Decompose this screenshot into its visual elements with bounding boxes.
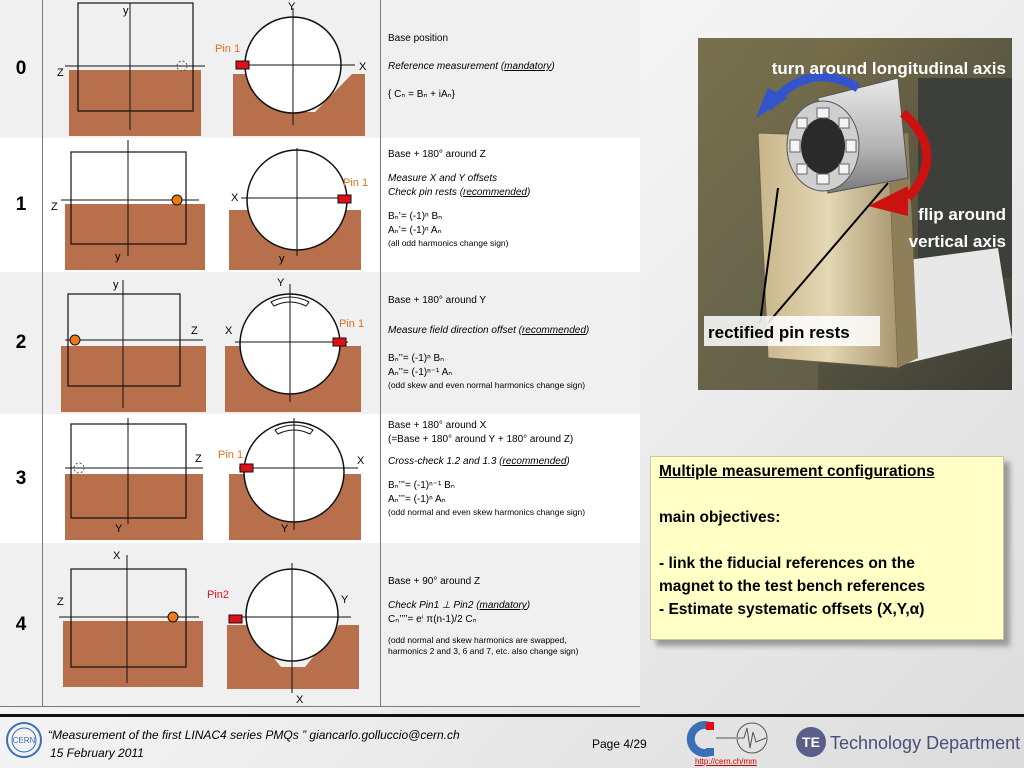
axis-label: Z bbox=[57, 596, 64, 608]
row-line: Measure X and Y offsets bbox=[388, 173, 498, 184]
row-line-text: ) bbox=[526, 600, 531, 611]
row-line bbox=[388, 599, 636, 613]
axis-label: y bbox=[115, 251, 121, 263]
table-row bbox=[0, 138, 640, 273]
row-line bbox=[388, 60, 636, 74]
row-line: { Cₙ = Bₙ + iAₙ} bbox=[388, 89, 455, 100]
requirement-tag: mandatory bbox=[479, 600, 527, 611]
row-line bbox=[388, 455, 636, 469]
pin-label: Pin 1 bbox=[218, 449, 244, 461]
axis-label: Z bbox=[51, 201, 58, 213]
pin-rest bbox=[229, 615, 242, 623]
row-line-text: Reference measurement ( bbox=[388, 61, 505, 72]
pin-marker bbox=[172, 195, 182, 205]
table-row bbox=[0, 272, 640, 415]
requirement-tag: recommended bbox=[521, 325, 586, 336]
row-index: 2 bbox=[0, 272, 43, 414]
row-line: Cₙ’’’’= eⁱ π(n-1)/2 Cₙ bbox=[388, 614, 477, 625]
base-block-left bbox=[61, 346, 206, 412]
row-line-text: Measure field direction offset ( bbox=[388, 325, 522, 336]
row-description bbox=[388, 32, 636, 102]
table-row bbox=[0, 543, 640, 707]
axis-label: Z bbox=[191, 325, 198, 337]
footer-title: “Measurement of the first LINAC4 series PMQs ” giancarlo.golluccio@cern.ch bbox=[48, 728, 460, 742]
row-figure bbox=[43, 0, 381, 138]
row-index: 4 bbox=[0, 543, 43, 706]
requirement-tag: mandatory bbox=[504, 61, 552, 72]
row-line: Aₙ’= (-1)ⁿ Aₙ bbox=[388, 225, 442, 236]
configuration-diagram bbox=[43, 272, 380, 414]
row-line-text: Cross-check 1.2 and 1.3 ( bbox=[388, 456, 503, 467]
row-line: Bₙ’’= (-1)ⁿ Bₙ bbox=[388, 353, 445, 364]
base-block-left bbox=[63, 621, 203, 687]
row-line-text: Check Pin1 ⊥ Pin2 ( bbox=[388, 600, 480, 611]
axis-label: Y bbox=[341, 594, 349, 606]
footer-divider bbox=[0, 714, 1024, 717]
axis-label: Z bbox=[195, 453, 202, 465]
pin-rest bbox=[240, 464, 253, 472]
row-line: Base + 180° around Y bbox=[388, 295, 487, 306]
page-number: Page 4/29 bbox=[592, 737, 647, 751]
axis-label: Y bbox=[281, 523, 289, 535]
row-line: (odd normal and skew harmonics are swapped, bbox=[388, 635, 567, 645]
row-line: Base + 180° around X bbox=[388, 420, 487, 431]
axis-label: X bbox=[357, 455, 365, 467]
row-figure bbox=[43, 272, 381, 414]
row-index: 1 bbox=[0, 138, 43, 272]
axis-label: X bbox=[113, 550, 121, 562]
row-line: Base + 180° around Z bbox=[388, 149, 486, 160]
note-item: - Estimate systematic offsets (X,Y,α) bbox=[659, 601, 925, 618]
base-block-left bbox=[69, 70, 201, 136]
axis-label: X bbox=[359, 61, 367, 73]
pin-rest bbox=[338, 195, 351, 203]
row-line: Aₙ’’= (-1)ⁿ⁻¹ Aₙ bbox=[388, 367, 453, 378]
requirement-tag: recommended bbox=[502, 456, 567, 467]
pin-marker bbox=[168, 612, 178, 622]
base-block-left bbox=[65, 474, 203, 540]
row-line: (=Base + 180° around Y + 180° around Z) bbox=[388, 434, 574, 445]
axis-label: Z bbox=[57, 67, 64, 79]
pin-label: Pin 1 bbox=[343, 177, 369, 189]
cern-logo-icon bbox=[4, 718, 44, 762]
row-line: harmonics 2 and 3, 6 and 7, etc. also change sign) bbox=[388, 646, 579, 656]
row-description bbox=[388, 148, 636, 249]
row-line-text: ) bbox=[585, 325, 590, 336]
axis-label: y bbox=[279, 253, 285, 265]
row-description bbox=[388, 575, 636, 657]
cern-logo bbox=[4, 718, 44, 762]
photo-label-top: turn around longitudinal axis bbox=[771, 59, 1006, 78]
magnet-lab-logo bbox=[680, 718, 772, 758]
te-logo bbox=[796, 727, 826, 757]
photo-label-right: flip around bbox=[918, 205, 1006, 224]
row-index: 0 bbox=[0, 0, 43, 138]
row-line-text: ) bbox=[551, 61, 555, 72]
row-line-text: ) bbox=[526, 187, 531, 198]
configuration-diagram bbox=[43, 543, 380, 706]
pin-rest bbox=[236, 61, 249, 69]
row-description bbox=[388, 419, 636, 518]
configuration-diagram bbox=[43, 138, 380, 272]
axis-label: Y bbox=[288, 1, 296, 13]
photo-illustration bbox=[698, 38, 1012, 390]
footer-date: 15 February 2011 bbox=[50, 746, 144, 760]
setup-photo bbox=[698, 38, 1012, 390]
axis-label: X bbox=[225, 325, 233, 337]
magnet-lab-logo-icon bbox=[680, 718, 772, 758]
row-line: Bₙ’= (-1)ⁿ Bₙ bbox=[388, 211, 443, 222]
pin-rest bbox=[333, 338, 346, 346]
row-line: Base + 90° around Z bbox=[388, 576, 481, 587]
row-line: (all odd harmonics change sign) bbox=[388, 238, 509, 248]
pin-label: Pin2 bbox=[207, 589, 230, 601]
axis-label: Y bbox=[115, 523, 123, 535]
row-line-text: ) bbox=[566, 456, 570, 467]
axis-label: Y bbox=[277, 277, 285, 289]
row-line bbox=[388, 324, 636, 338]
row-figure bbox=[43, 414, 381, 543]
row-description bbox=[388, 294, 636, 391]
row-figure bbox=[43, 138, 381, 272]
axis-label: X bbox=[231, 192, 239, 204]
photo-label-right: vertical axis bbox=[908, 232, 1006, 251]
note-subtitle: main objectives: bbox=[659, 509, 781, 526]
magnet-bore bbox=[801, 118, 845, 174]
row-figure bbox=[43, 543, 381, 706]
note-title: Multiple measurement configurations bbox=[659, 463, 935, 480]
axis-label: X bbox=[296, 694, 304, 706]
row-line: (odd normal and even skew harmonics change sign) bbox=[388, 507, 586, 517]
table-row bbox=[0, 0, 640, 139]
base-block-left bbox=[65, 204, 205, 270]
pin-marker bbox=[70, 335, 80, 345]
te-logo-text: TE bbox=[802, 734, 820, 750]
configuration-diagram bbox=[43, 0, 380, 138]
row-line-text: Check pin rests ( bbox=[388, 187, 464, 198]
objectives-note bbox=[650, 456, 1004, 640]
department-name: Technology Department bbox=[830, 733, 1021, 753]
pin-label: Pin 1 bbox=[215, 43, 241, 55]
table-row bbox=[0, 414, 640, 544]
row-line: Aₙ’’’= (-1)ⁿ Aₙ bbox=[388, 494, 446, 505]
footer-link[interactable]: http://cern.ch/mm bbox=[695, 757, 757, 766]
row-line: Base position bbox=[388, 33, 449, 44]
row-line: (odd skew and even normal harmonics change sign) bbox=[388, 380, 586, 390]
row-index: 3 bbox=[0, 414, 43, 543]
configuration-diagram bbox=[43, 414, 380, 543]
photo-label-bottom: rectified pin rests bbox=[708, 323, 850, 342]
row-line: Bₙ’’’= (-1)ⁿ⁻¹ Bₙ bbox=[388, 480, 455, 491]
note-item: - link the fiducial references on the bbox=[659, 555, 915, 572]
axis-label: y bbox=[113, 279, 119, 291]
pin-label: Pin 1 bbox=[339, 318, 365, 330]
axis-label: y bbox=[123, 5, 129, 17]
requirement-tag: recommended bbox=[463, 187, 527, 198]
cern-logo-text: CERN bbox=[12, 736, 36, 745]
note-item: magnet to the test bench references bbox=[659, 578, 926, 595]
row-line bbox=[388, 186, 636, 200]
